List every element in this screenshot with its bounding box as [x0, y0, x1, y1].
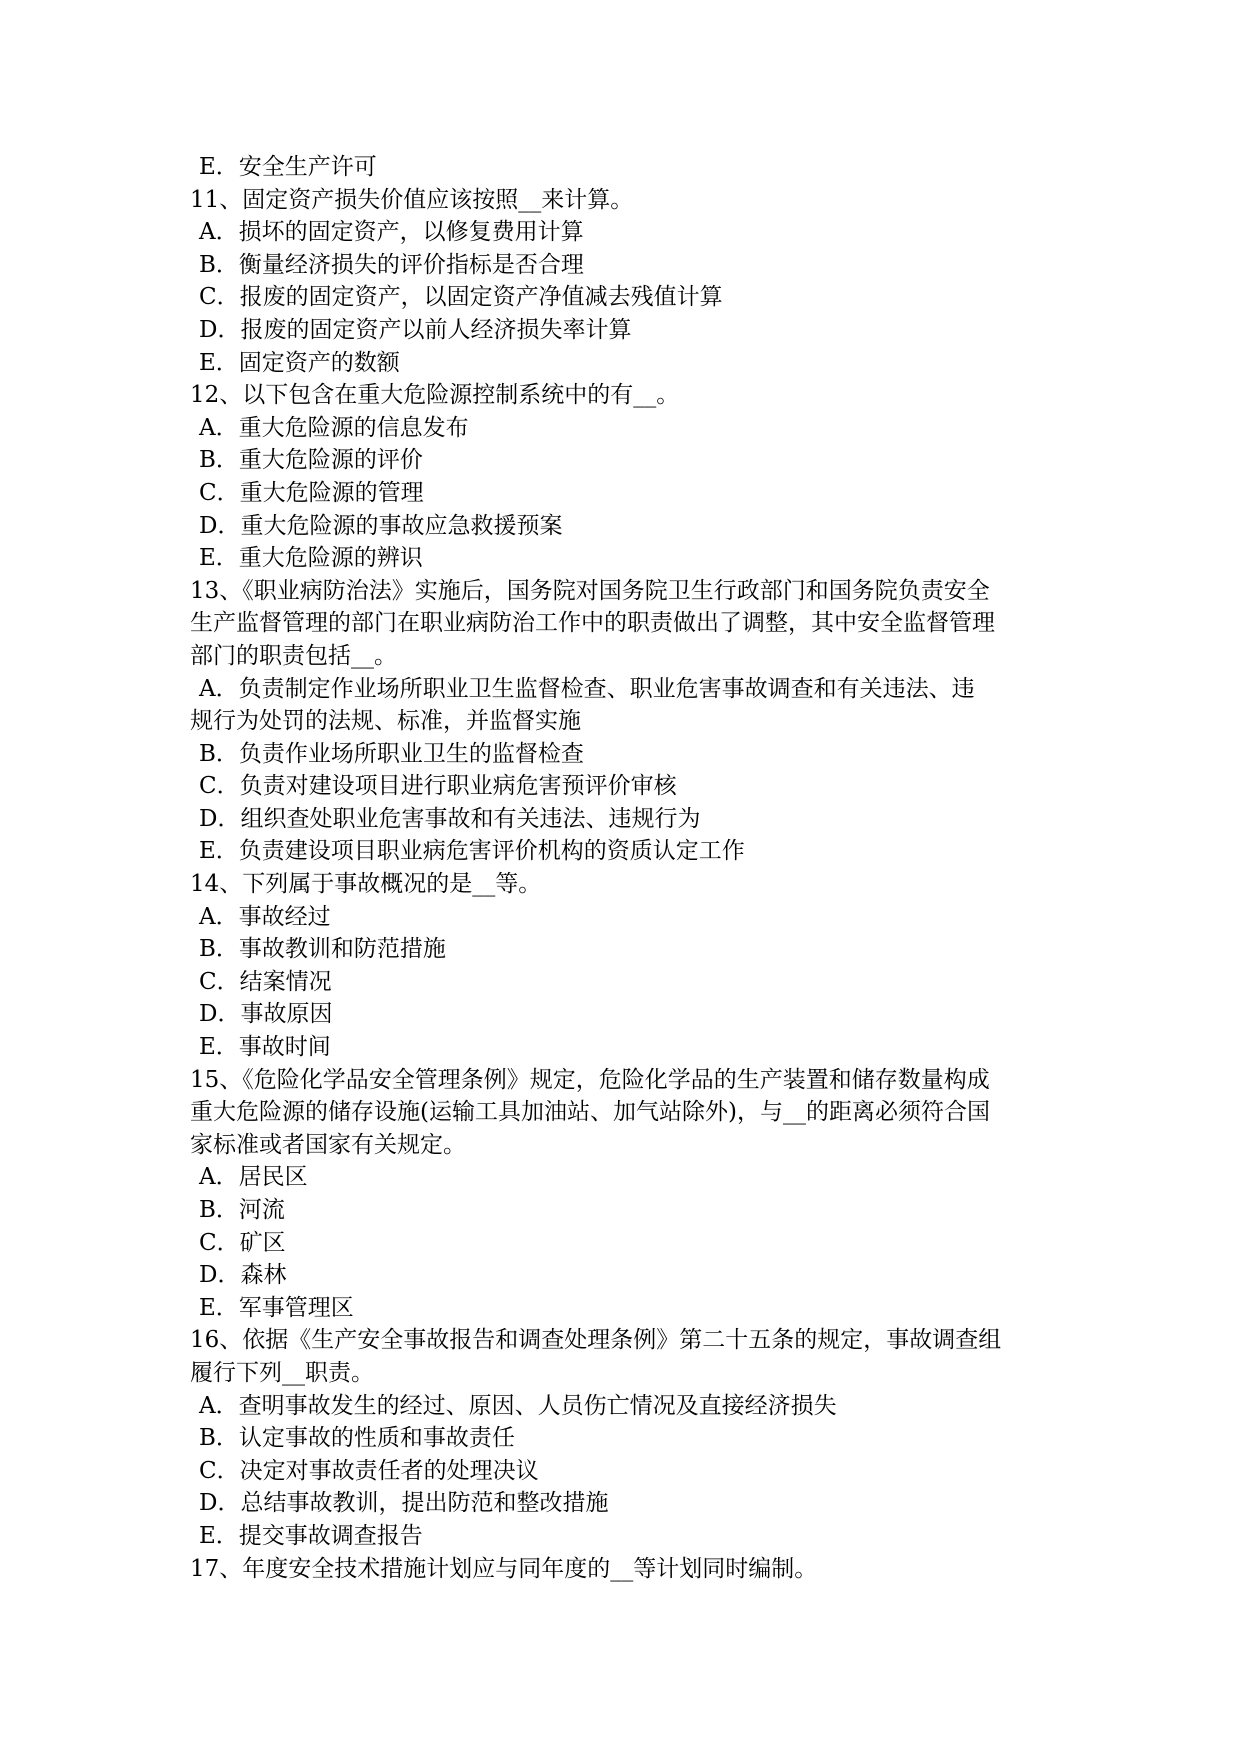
- answer-option-line: B．重大危险源的评价: [199, 447, 423, 474]
- answer-option-line: B．认定事故的性质和事故责任: [199, 1425, 515, 1452]
- answer-option-line: B．河流: [199, 1197, 285, 1223]
- exam-question-list: [190, 151, 1066, 1585]
- answer-option-line: C．决定对事故责任者的处理决议: [199, 1457, 539, 1484]
- question-text-line: 16、依据《生产安全事故报告和调查处理条例》第二十五条的规定，事故调查组: [190, 1327, 1002, 1354]
- question-text-line: 15、《危险化学品安全管理条例》规定，危险化学品的生产装置和储存数量构成: [190, 1066, 990, 1093]
- answer-option-line: A．事故经过: [199, 903, 331, 930]
- question-text-line: 11、固定资产损失价值应该按照__来计算。: [190, 186, 634, 213]
- answer-option-line: A．重大危险源的信息发布: [199, 414, 469, 441]
- question-text-line: 生产监督管理的部门在职业病防治工作中的职责做出了调整，其中安全监督管理: [190, 610, 995, 637]
- answer-option-line: C．报废的固定资产，以固定资产净值减去残值计算: [199, 284, 723, 311]
- question-text-line: 12、以下包含在重大危险源控制系统中的有__。: [190, 382, 680, 409]
- answer-option-line: C．结案情况: [199, 968, 332, 995]
- answer-option-line: D．组织查处职业危害事故和有关违法、违规行为: [199, 805, 701, 832]
- answer-option-line: D．总结事故教训，提出防范和整改措施: [199, 1490, 609, 1517]
- question-text-line: 家标准或者国家有关规定。: [190, 1131, 466, 1158]
- question-text-line: 部门的职责包括__。: [190, 642, 397, 669]
- answer-option-line: E．事故时间: [199, 1034, 331, 1061]
- answer-option-line: D．事故原因: [199, 1001, 333, 1028]
- question-text-line: 重大危险源的储存设施(运输工具加油站、加气站除外)，与__的距离必须符合国: [190, 1099, 990, 1126]
- answer-option-line: B．衡量经济损失的评价指标是否合理: [199, 251, 584, 278]
- answer-option-line: B．负责作业场所职业卫生的监督检查: [199, 740, 584, 767]
- answer-option-line: A．查明事故发生的经过、原因、人员伤亡情况及直接经济损失: [199, 1392, 837, 1419]
- answer-option-line: E．固定资产的数额: [199, 349, 400, 376]
- answer-option-line: C．负责对建设项目进行职业病危害预评价审核: [199, 773, 677, 800]
- question-text-line: 14、下列属于事故概况的是__等。: [190, 871, 542, 898]
- answer-option-line: C．重大危险源的管理: [199, 479, 424, 506]
- answer-option-line: D．重大危险源的事故应急救援预案: [199, 512, 563, 539]
- question-text-line: 履行下列__职责。: [190, 1359, 374, 1386]
- answer-option-line: A．负责制定作业场所职业卫生监督检查、职业危害事故调查和有关违法、违: [199, 675, 975, 702]
- answer-option-line: E．军事管理区: [199, 1294, 354, 1321]
- answer-option-line: E．负责建设项目职业病危害评价机构的资质认定工作: [199, 838, 745, 865]
- answer-option-line: A．损坏的固定资产，以修复费用计算: [199, 219, 584, 246]
- answer-option-line: E．重大危险源的辨识: [199, 545, 423, 572]
- answer-option-line: E．提交事故调查报告: [199, 1522, 423, 1549]
- answer-option-line: E．安全生产许可: [199, 154, 377, 180]
- question-text-line: 17、年度安全技术措施计划应与同年度的__等计划同时编制。: [190, 1555, 818, 1582]
- answer-option-line: D．报废的固定资产以前人经济损失率计算: [199, 316, 632, 343]
- answer-option-line: A．居民区: [199, 1164, 308, 1191]
- answer-option-line: D．森林: [199, 1262, 287, 1289]
- answer-option-line: B．事故教训和防范措施: [199, 936, 446, 963]
- answer-option-line: C．矿区: [199, 1229, 286, 1256]
- question-text-line: 规行为处罚的法规、标准，并监督实施: [190, 708, 581, 735]
- question-text-line: 13、《职业病防治法》实施后，国务院对国务院卫生行政部门和国务院负责安全: [190, 577, 990, 604]
